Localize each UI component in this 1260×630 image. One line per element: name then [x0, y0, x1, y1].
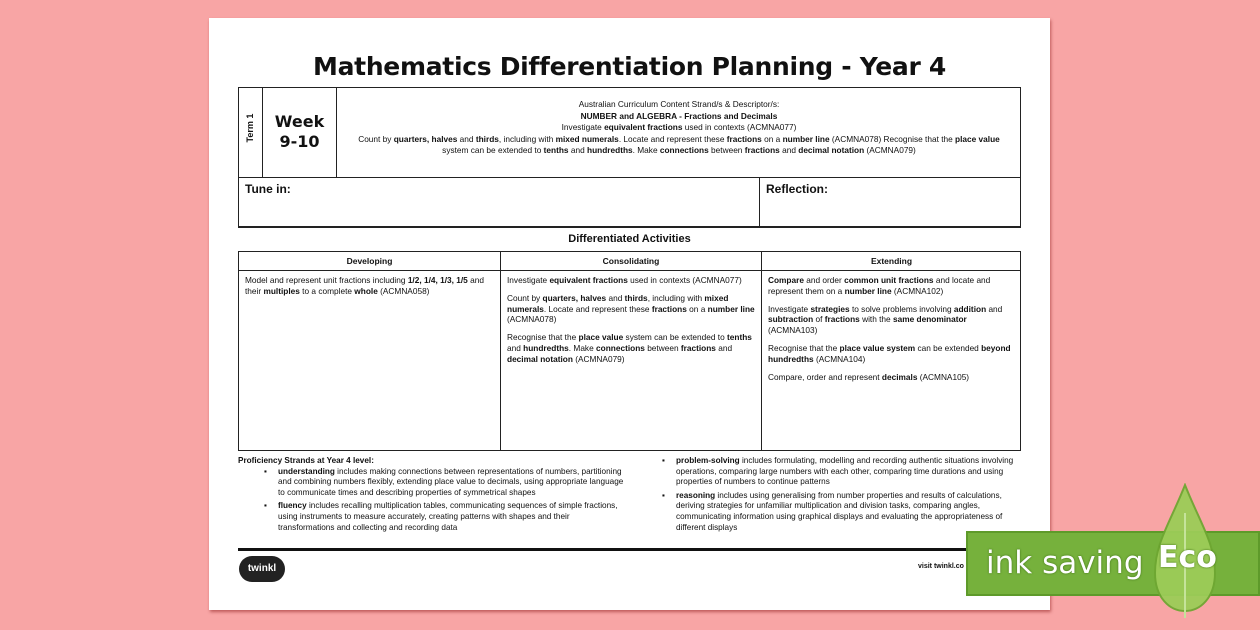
text-segment: and — [606, 292, 625, 303]
text-segment: (ACMNA078) Recognise that the — [829, 133, 956, 144]
text-segment: and — [715, 342, 733, 353]
bold-term: place value — [578, 332, 624, 343]
bold-term: quarters, halves — [542, 292, 607, 303]
text-segment: (ACMNA105) — [917, 371, 970, 382]
column-extending — [761, 252, 1021, 450]
bold-term: place value system — [839, 342, 916, 353]
bold-term: fractions — [824, 314, 860, 325]
text-segment: used in contexts (ACMNA077) — [682, 122, 797, 132]
activity-item — [768, 372, 1015, 383]
text-segment: (ACMNA058) — [377, 285, 430, 296]
bold-term: subtraction — [768, 314, 814, 325]
page-title: Mathematics Differentiation Planning - Year 4 — [313, 52, 946, 81]
text-segment: includes using generalising from number properties and results of calculations, deriving strategies for unfamiliar multiplication and division tasks, comparing angles, communicating information using graphical displays and evaluating the appropriateness of different displays — [676, 490, 1003, 532]
reflection-label: Reflection: — [766, 182, 829, 196]
text-segment: . Locate and represent these — [543, 303, 652, 314]
text-segment: , including with — [498, 133, 556, 144]
text-segment: and — [568, 145, 588, 155]
text-segment: (ACMNA103) — [768, 325, 818, 336]
bold-term: fractions — [680, 342, 716, 353]
column-consolidating — [500, 252, 761, 450]
proficiency-heading: Proficiency Strands at Year 4 level: — [238, 456, 374, 465]
text-segment: . Locate and represent these — [618, 133, 727, 144]
bold-term: same denominator — [892, 314, 967, 325]
bold-term: hundredths — [587, 145, 633, 155]
bold-term: beyond hundredths — [768, 342, 1011, 364]
bold-term: decimal notation — [507, 353, 573, 364]
text-segment: and — [457, 133, 476, 144]
text-segment: Investigate — [768, 303, 811, 314]
text-segment: of — [813, 314, 825, 325]
bold-term: Compare — [768, 275, 804, 285]
text-segment: (ACMNA079) — [572, 353, 625, 364]
proficiency-item — [278, 501, 628, 533]
proficiency-item — [676, 456, 1024, 488]
text-segment: and — [986, 303, 1003, 314]
text-segment: (ACMNA104) — [813, 353, 866, 364]
proficiency-item — [676, 491, 1024, 533]
bold-term: common unit fractions — [844, 275, 934, 285]
text-segment: (ACMNA078) — [507, 314, 557, 325]
activities-table — [238, 251, 1021, 451]
bold-term: addition — [953, 303, 987, 314]
bold-term: tenths — [727, 332, 752, 343]
activity-item — [768, 343, 1015, 365]
bold-term: strategies — [810, 303, 850, 314]
bold-term: understanding — [278, 466, 335, 476]
text-segment: includes recalling multiplication tables, communicating sequences of simple fractions, using instruments to measure accurately, creating patterns with shapes and their transformations and collecting and recording data — [278, 501, 618, 532]
text-segment: Count by — [507, 292, 543, 303]
text-segment: includes formulating, modelling and recording authentic situations involving operations, comparing large numbers with each other, comparing time durations and using properties of numbers to continue patterns — [676, 456, 1014, 487]
text-segment: , including with — [647, 292, 705, 303]
bold-term: fluency — [278, 501, 307, 511]
activity-item — [245, 275, 494, 297]
eco-badge: Eco — [1158, 540, 1217, 575]
text-segment: . Make — [568, 342, 597, 353]
footer-rule — [238, 548, 1023, 551]
text-segment: to a complete — [299, 285, 355, 296]
bold-term: whole — [354, 285, 378, 296]
text-segment: and — [779, 145, 799, 155]
column-developing — [239, 252, 500, 450]
proficiency-list — [238, 467, 628, 534]
text-segment: includes making connections between representations of numbers, partitioning and combining numbers flexibly, extending place value to decimals, using appropriate language to communicate times and describing properties of symmetrical shapes — [278, 466, 624, 497]
bold-term: thirds — [624, 292, 648, 303]
bold-term: fractions — [744, 145, 780, 155]
bold-term: multiples — [263, 285, 300, 296]
text-segment: system can be extended to — [442, 145, 544, 155]
bold-term: number line — [707, 303, 755, 314]
text-segment: to solve problems involving — [849, 303, 954, 314]
strand-name: NUMBER and ALGEBRA - Fractions and Decimals — [580, 110, 778, 121]
text-segment: between — [708, 145, 745, 155]
reflection-field[interactable] — [759, 177, 1021, 227]
term-cell — [238, 87, 263, 177]
bold-term: 1/2, 1/4, 1/3, 1/5 — [407, 275, 468, 285]
text-segment: system can be extended to — [623, 332, 728, 343]
activity-item — [507, 332, 755, 364]
text-segment: Count by — [358, 133, 394, 144]
activity-item — [768, 275, 1015, 297]
bold-term: mixed numerals — [507, 292, 729, 314]
column-body — [762, 271, 1021, 393]
descriptor-line — [337, 122, 1021, 134]
proficiency-list — [676, 456, 1024, 533]
week-cell — [263, 87, 337, 177]
text-segment: Model and represent unit fractions including — [245, 275, 408, 285]
bold-term: hundredths — [523, 342, 569, 353]
proficiency-left — [238, 456, 628, 536]
bold-term: tenths — [543, 145, 569, 155]
week-range: 9-10 — [279, 132, 320, 151]
bold-term: mixed numerals — [555, 133, 619, 144]
proficiency-right — [676, 456, 1024, 536]
bold-term: decimal notation — [798, 145, 865, 155]
tune-in-label: Tune in: — [245, 182, 291, 196]
bold-term: equivalent fractions — [549, 275, 628, 285]
text-segment: (ACMNA102) — [891, 285, 944, 296]
bold-term: problem-solving — [676, 456, 740, 465]
bold-term: connections — [596, 342, 645, 353]
term-label: Term 1 — [245, 113, 255, 143]
text-segment: and their — [245, 275, 484, 296]
bold-term: fractions — [651, 303, 687, 314]
text-segment: with the — [859, 314, 893, 325]
text-segment: and order — [803, 275, 845, 285]
visit-link[interactable]: visit twinkl.co — [918, 563, 964, 570]
column-heading: Extending — [762, 252, 1021, 271]
bold-term: number line — [782, 133, 830, 144]
text-segment: Compare, order and represent — [768, 371, 882, 382]
text-segment: Investigate — [561, 122, 605, 132]
bold-term: fractions — [726, 133, 762, 144]
text-segment: Recognise that the — [507, 332, 579, 343]
text-segment: Investigate — [507, 275, 550, 285]
week-label: Week — [274, 112, 325, 131]
activity-item — [507, 275, 755, 286]
text-segment: Recognise that the — [768, 342, 840, 353]
ink-saving-label: ink saving — [986, 545, 1144, 581]
strand-heading: Australian Curriculum Content Strand/s & Descriptor/s: — [578, 99, 780, 109]
proficiency-item — [278, 467, 628, 499]
text-segment: can be extended — [915, 342, 982, 353]
bold-term: number line — [844, 285, 892, 296]
bold-term: equivalent fractions — [604, 122, 683, 132]
bold-term: thirds — [475, 133, 499, 144]
bold-term: decimals — [881, 371, 918, 382]
curriculum-descriptors — [337, 87, 1021, 177]
bold-term: reasoning — [676, 490, 716, 500]
text-segment: . Make — [632, 145, 660, 155]
text-segment: used in contexts (ACMNA077) — [627, 275, 742, 285]
worksheet-page — [209, 18, 1050, 610]
twinkl-logo: twinkl — [239, 556, 285, 582]
bold-term: place value — [955, 133, 1000, 144]
activity-item — [507, 293, 755, 325]
activities-title: Differentiated Activities — [568, 233, 691, 245]
column-body — [501, 271, 761, 376]
text-segment: on a — [761, 133, 783, 144]
column-heading: Developing — [239, 252, 500, 271]
activity-item — [768, 304, 1015, 336]
tune-in-field[interactable] — [238, 177, 760, 227]
text-segment: and locate and represent them on a — [768, 275, 991, 296]
text-segment: on a — [686, 303, 708, 314]
text-segment: between — [644, 342, 681, 353]
bold-term: connections — [659, 145, 709, 155]
column-heading: Consolidating — [501, 252, 761, 271]
column-body — [239, 271, 500, 308]
descriptor-line — [337, 134, 1021, 157]
text-segment: (ACMNA079) — [864, 145, 916, 155]
bold-term: quarters, halves — [393, 133, 458, 144]
text-segment: and — [507, 342, 524, 353]
